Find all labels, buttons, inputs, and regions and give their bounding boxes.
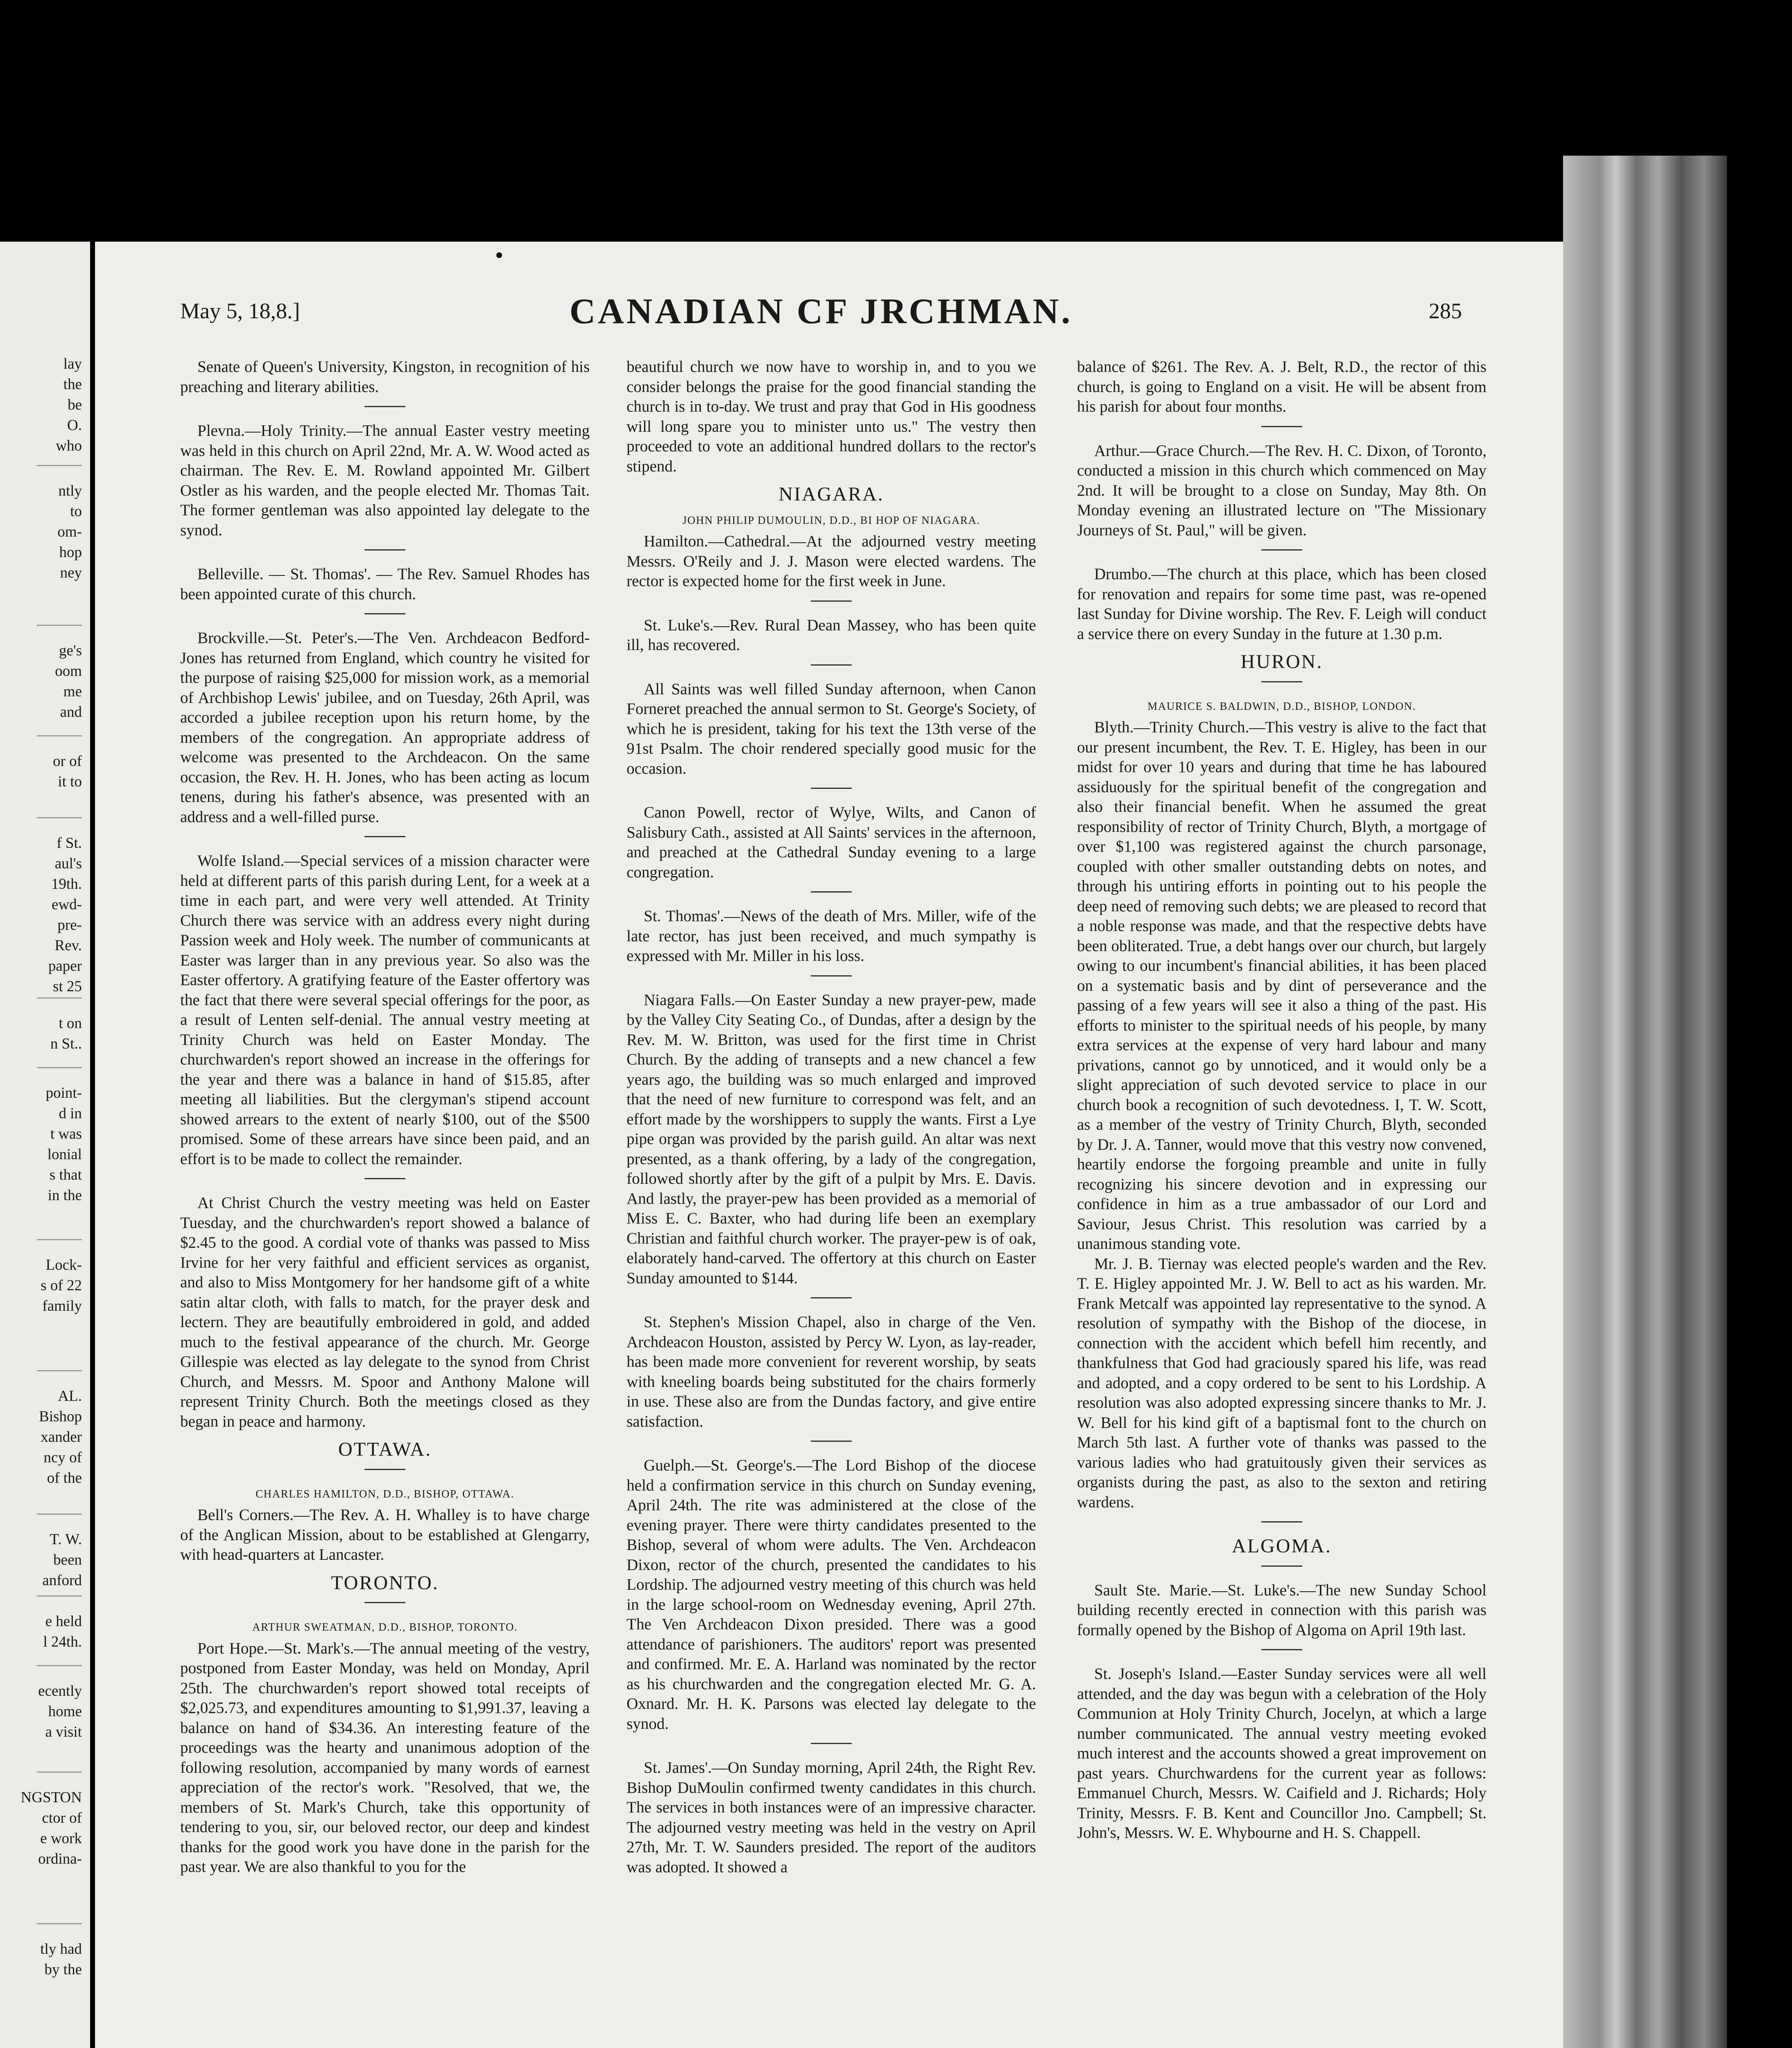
facing-page-fragment: l 24th. xyxy=(43,1633,82,1650)
facing-page-fragment: e work xyxy=(40,1830,82,1847)
facing-page-rule xyxy=(37,1370,82,1371)
separator-rule xyxy=(364,1602,405,1603)
facing-page-rule xyxy=(37,1772,82,1773)
separator-rule xyxy=(364,1178,405,1179)
issue-date: May 5, 18,8.] xyxy=(180,299,300,323)
article-paragraph: Blyth.—Trinity Church.—This vestry is alive to the fact that our present incumbent, the Rev. T. E. Higley, has been in our midst for over 10 years and during that time he has laboured assiduously for the spiritual benefit of the congregation and also their financial benefit. When he assumed the great responsibility of rector of Trinity Church, Blyth, a mortgage of over $1,100 was registered against the church parsonage, coupled with other smaller outstanding debts on notes, and through his untiring efforts in pointing out to his people the deep need of removing such debts; we are pleased to record that a noble response was made, and that the respective debts have been obliterated. True, a debt hangs over our church, but largely owing to our incumbent's financial abilities, it has been placed on a systematic basis and by dint of perseverance and the passing of a few years will see it also a thing of the past. His efforts to minister to the spiritual needs of his people, by many extra services at the expense of very hard labour and many privations, cannot go by unnoticed, and it would only be a slight appreciation of such devoted service to place in our church book a recognition of such devotedness. I, T. W. Scott, as a member of the vestry of Trinity Church, Blyth, seconded by Dr. J. A. Tanner, would move that this vestry now convened, heartily endorse the forgoing preamble and unite in fully recognizing his sincere devotion and in expressing our confidence in him as a true ambassador of our Lord and Saviour, Jesus Christ. This resolution was carried by a unanimous standing vote. xyxy=(1077,718,1487,1253)
book-spine xyxy=(1563,156,1727,2048)
separator-rule xyxy=(364,836,405,837)
facing-page-fragment: T. W. xyxy=(50,1531,82,1548)
facing-page-rule xyxy=(37,1595,82,1597)
column-3 xyxy=(1077,357,1487,2048)
facing-page-fragment: or of xyxy=(53,753,82,770)
bishop-byline: MAURICE S. BALDWIN, D.D., BISHOP, LONDON. xyxy=(1147,700,1416,712)
article-paragraph: Port Hope.—St. Mark's.—The annual meeting of the vestry, postponed from Easter Monday, was held on Monday, April 25th. The churchwarden's report showed total receipts of $2,025.73, and expenditures amounting to $1,991.37, leaving a balance on hand of $34.36. An interesting feature of the proceedings was the hearty and unanimous adoption of the following resolution, accompanied by many words of earnest appreciation of the rector's work. "Resolved, that we, the members of St. Mark's Church, take this opportunity of tendering to you, sir, our beloved rector, our deep and kindest thanks for the good work you have done in the parish for the past year. We are also thankful to you for the xyxy=(180,1639,590,1876)
facing-page-rule xyxy=(37,625,82,626)
separator-rule xyxy=(364,549,405,551)
page-number: 285 xyxy=(1429,299,1462,323)
facing-page-fragment: NGSTON xyxy=(20,1789,82,1806)
column-1 xyxy=(180,357,590,2048)
facing-page-fragment: ntly xyxy=(58,483,82,499)
facing-page-fragment: ney xyxy=(60,564,82,581)
article-paragraph: Drumbo.—The church at this place, which has been closed for renovation and repairs for some time past, was re-opened last Sunday for Divine worship. The Rev. F. Leigh will conduct a service there on every Sunday in the future at 1.30 p.m. xyxy=(1077,565,1487,643)
facing-page-rule xyxy=(37,817,82,818)
facing-page-fragment: ordina- xyxy=(38,1851,82,1867)
facing-page-fragment: ewd- xyxy=(52,896,82,913)
article-paragraph: Senate of Queen's University, Kingston, in recognition of his preaching and literary abilities. xyxy=(180,358,590,396)
facing-page-fragment: be xyxy=(68,396,82,413)
facing-page-fragment: ecently xyxy=(38,1683,82,1699)
facing-page-rule xyxy=(37,1067,82,1068)
facing-page-rule xyxy=(37,465,82,466)
separator-rule xyxy=(811,1297,852,1298)
article-paragraph: Wolfe Island.—Special services of a mission character were held at different parts of this parish during Lent, for a week at a time in each part, and were very well attended. At Trinity Church there was service with an address every night during Passion week and Holy week. The number of communicants at Easter was larger than in any previous year. So also was the Easter offertory. A gratifying feature of the Easter offertory was the fact that there were several special offerings for the poor, as a result of Lenten self-denial. The annual vestry meeting at Trinity Church was held on Easter Monday. The churchwarden's report showed an increase in the offerings for the year and there was a balance in hand of $15.85, after meeting all liabilities. But the clergyman's stipend account showed arrears to the extent of nearly $100, out of the $500 promised. Some of these arrears have since been paid, and an effort is to be made to collect the remainder. xyxy=(180,852,590,1168)
separator-rule xyxy=(811,1441,852,1442)
facing-page-fragment: pre- xyxy=(57,917,82,933)
separator-rule xyxy=(1261,1565,1302,1567)
facing-page-edge xyxy=(0,242,90,2048)
separator-rule xyxy=(811,664,852,666)
facing-page-fragment: hop xyxy=(59,544,82,561)
article-paragraph: Guelph.—St. George's.—The Lord Bishop of the diocese held a confirmation service in this church on Sunday evening, April 24th. The rite was administered at the close of the evening prayer. There were thirty candidates presented to the Bishop, several of whom were adults. The Ven. Archdeacon Dixon, rector of the church, presented the candidates to his Lordship. The adjourned vestry meeting of this church was held in the large school-room on Wednesday evening, April 27th. The Ven Archdeacon Dixon presided. There was a good attendance of parishioners. The auditors' report was presented and confirmed. Mr. E. A. Harland was nominated by the rector as his churchwarden and the congregation elected Mr. G. A. Oxnard. Mr. H. K. Parsons was elected lay delegate to the synod. xyxy=(627,1457,1036,1733)
article-paragraph: Arthur.—Grace Church.—The Rev. H. C. Dixon, of Toronto, conducted a mission in this church which commenced on May 2nd. It will be brought to a close on Sunday, May 8th. On Monday evening an illustrated lecture on "The Missionary Journeys of St. Paul," will be given. xyxy=(1077,442,1487,539)
facing-page-fragment: d in xyxy=(59,1105,82,1122)
separator-rule xyxy=(811,788,852,789)
facing-page-fragment: n St.. xyxy=(50,1035,82,1052)
bishop-byline: ARTHUR SWEATMAN, D.D., BISHOP, TORONTO. xyxy=(252,1621,518,1633)
column-2 xyxy=(627,357,1036,2048)
section-heading: OTTAWA. xyxy=(338,1439,432,1460)
facing-page-fragment: tly had xyxy=(40,1941,82,1957)
article-paragraph: Hamilton.—Cathedral.—At the adjourned vestry meeting Messrs. O'Reily and J. J. Mason were elected wardens. The rector is expected home for the first week in June. xyxy=(627,532,1036,590)
facing-page-fragment: om- xyxy=(57,523,82,540)
facing-page-fragment: in the xyxy=(48,1187,82,1204)
facing-page-fragment: lay xyxy=(63,356,82,372)
facing-page-fragment: t on xyxy=(59,1015,82,1032)
facing-page-fragment: to xyxy=(70,503,82,520)
article-paragraph: St. Joseph's Island.—Easter Sunday services were all well attended, and the day was begun with a celebration of the Holy Communion at Holy Trinity Church, Jocelyn, at which a large number communicated. The annual vestry meeting evoked much interest and the accounts showed a great improvement on past years. Churchwardens for the current year as follows: Emmanuel Church, Messrs. W. Caifield and J. Richards; Holy Trinity, Messrs. F. B. Kent and Councillor Jno. Campbell; St. John's, Messrs. W. E. Whybourne and H. S. Chappell. xyxy=(1077,1665,1487,1842)
facing-page-fragment: xander xyxy=(41,1429,82,1445)
facing-page-fragment: and xyxy=(60,704,82,720)
facing-page-rule xyxy=(37,1923,82,1924)
facing-page-rule xyxy=(37,1513,82,1515)
facing-page-fragment: point- xyxy=(45,1085,82,1101)
bishop-byline: CHARLES HAMILTON, D.D., BISHOP, OTTAWA. xyxy=(256,1487,514,1500)
separator-rule xyxy=(1261,426,1302,427)
facing-page-fragment: been xyxy=(53,1552,82,1568)
facing-page-fragment: family xyxy=(42,1298,82,1314)
separator-rule xyxy=(1261,549,1302,551)
article-paragraph: Brockville.—St. Peter's.—The Ven. Archdeacon Bedford-Jones has returned from England, which country he visited for the purpose of raising $25,000 for mission work, as a memorial of Archbishop Lewis' jubilee, and on Tuesday, 26th April, was accorded a jubilee reception upon his return home, by the members of the congregation. An appropriate address of welcome was presented to the Archdeacon. On the same occasion, the Rev. H. H. Jones, who has been acting as locum tenens, during his father's absence, was presented with an address and a well-filled purse. xyxy=(180,629,590,826)
article-paragraph: Niagara Falls.—On Easter Sunday a new prayer-pew, made by the Valley City Seating Co., of Dundas, after a design by the Rev. M. W. Britton, was used for the first time in Christ Church. By the adding of transepts and a new chancel a few years ago, the building was so much enlarged and improved that the need of new furniture to correspond was felt, and an effort made by the worshippers to supply the wants. First a Lye pipe organ was provided by the parish guild. An altar was next presented, as a thank offering, by a lady of the congregation, followed shortly after by the gift of a pulpit by Mrs. E. Davis. And lastly, the prayer-pew has been provided as a memorial of Miss E. C. Baxter, who had during life been an exemplary Christian and faithful church worker. The prayer-pew is of oak, elaborately hand-carved. The offertory at this church on Easter Sunday amounted to $144. xyxy=(627,991,1036,1287)
facing-page-fragment: ge's xyxy=(59,642,82,659)
facing-page-fragment: of the xyxy=(47,1470,82,1486)
facing-page-fragment: O. xyxy=(67,417,82,434)
facing-page-fragment: who xyxy=(56,437,82,454)
article-paragraph: St. James'.—On Sunday morning, April 24th, the Right Rev. Bishop DuMoulin confirmed twenty candidates in this church. The services in both instances were of an impressive character. The adjourned vestry meeting was held in the vestry on April 27th, Mr. T. W. Saunders presided. The report of the auditors was adopted. It showed a xyxy=(627,1759,1036,1876)
article-paragraph: St. Stephen's Mission Chapel, also in charge of the Ven. Archdeacon Houston, assisted by Percy W. Lyon, as lay-reader, has been made more convenient for reverent worship, by seats with kneeling boards being substituted for the chairs formerly in use. These also are from the Dundas factory, and give entire satisfaction. xyxy=(627,1313,1036,1430)
separator-rule xyxy=(811,975,852,976)
separator-rule xyxy=(364,613,405,614)
section-heading: ALGOMA. xyxy=(1232,1535,1332,1557)
separator-rule xyxy=(811,600,852,602)
facing-page-fragment: t was xyxy=(50,1126,82,1142)
facing-page-fragment: s that xyxy=(49,1167,82,1183)
facing-page-fragment: Rev. xyxy=(54,937,82,954)
article-paragraph: Canon Powell, rector of Wylye, Wilts, and Canon of Salisbury Cath., assisted at All Saints' services in the afternoon, and preached at the Cathedral Sunday evening to a large congregation. xyxy=(627,804,1036,881)
facing-page-fragment: st 25 xyxy=(53,978,82,995)
facing-page-rule xyxy=(37,735,82,736)
facing-page-fragment: me xyxy=(63,683,82,700)
section-heading: NIAGARA. xyxy=(778,483,884,505)
facing-page-fragment: a visit xyxy=(45,1724,82,1740)
facing-page-fragment: Lock- xyxy=(45,1257,82,1273)
separator-rule xyxy=(811,1743,852,1744)
separator-rule xyxy=(364,1469,405,1470)
article-paragraph: Mr. J. B. Tiernay was elected people's warden and the Rev. T. E. Higley appointed Mr. J. W. Bell to act as his warden. Mr. Frank Metcalf was appointed lay representative to the synod. A resolution of sympathy with the Bishop of the diocese, in connection with the accident which befell him recently, and thankfulness that God had graciously spared his life, was read and adopted, and a copy ordered to be sent to his Lordship. A resolution was also adopted expressing sincere thanks to Mr. J. W. Bell for his kind gift of a baptismal font to the church on March 5th last. A further vote of thanks was passed to the various ladies who had gratuitously given their services as organists during the past, as also to the sexton and retiring wardens. xyxy=(1077,1255,1487,1511)
facing-page-rule xyxy=(37,1239,82,1240)
facing-page-fragment: by the xyxy=(44,1961,82,1978)
facing-page-fragment: paper xyxy=(48,958,82,974)
separator-rule xyxy=(1261,681,1302,682)
facing-page-fragment: it to xyxy=(58,773,82,790)
article-paragraph: All Saints was well filled Sunday afternoon, when Canon Forneret preached the annual sermon to St. George's Society, of which he is president, taking for his text the 13th verse of the 91st Psalm. The choir rendered specially good music for the occasion. xyxy=(627,680,1036,777)
facing-page-fragment: lonial xyxy=(47,1146,82,1163)
article-paragraph: St. Luke's.—Rev. Rural Dean Massey, who has been quite ill, has recovered. xyxy=(627,616,1036,654)
article-paragraph: beautiful church we now have to worship in, and to you we consider belongs the praise for the good financial standing the church is in to-day. We trust and pray that God in His goodness will long spare you to minister unto us." The vestry then proceeded to vote an additional hundred dollars to the rector's stipend. xyxy=(627,358,1036,475)
facing-page-fragment: oom xyxy=(55,663,82,680)
facing-page-fragment: aul's xyxy=(54,855,82,872)
page-header xyxy=(180,291,1462,331)
masthead: CANADIAN CF JRCHMAN. xyxy=(569,292,1073,331)
facing-page-fragment: e held xyxy=(45,1613,82,1630)
facing-page-fragment: anford xyxy=(42,1572,82,1589)
facing-page-rule xyxy=(37,997,82,999)
facing-page-rule xyxy=(37,1665,82,1666)
section-heading: TORONTO. xyxy=(331,1572,439,1594)
facing-page-fragment: 19th. xyxy=(51,876,82,893)
facing-page-fragment: f St. xyxy=(57,835,82,852)
facing-page-fragment: the xyxy=(63,376,82,393)
facing-page-fragment: AL. xyxy=(58,1388,82,1405)
separator-rule xyxy=(364,406,405,407)
article-paragraph: At Christ Church the vestry meeting was held on Easter Tuesday, and the churchwarden's report showed a balance of $2.45 to the good. A cordial vote of thanks was passed to Miss Irvine for her very faithful and efficient services as organist, and also to Miss Montgomery for her handsome gift of a white satin altar cloth, with falls to match, for the prayer desk and lectern. They are beautifully embroidered in gold, and added much to the festival appearance of the church. Mr. George Gillespie was elected as lay delegate to the synod from Christ Church, and Messrs. M. Spoor and Anthony Malone will represent Trinity Church. Both the meetings closed as they began in peace and harmony. xyxy=(180,1194,590,1430)
facing-page-fragment: Bishop xyxy=(39,1408,82,1425)
article-paragraph: Belleville. — St. Thomas'. — The Rev. Samuel Rhodes has been appointed curate of this church. xyxy=(180,565,590,603)
separator-rule xyxy=(1261,1521,1302,1522)
facing-page-fragment: ctor of xyxy=(42,1810,82,1826)
bishop-byline: JOHN PHILIP DUMOULIN, D.D., BI HOP OF NIAGARA. xyxy=(682,514,980,526)
separator-rule xyxy=(1261,1649,1302,1650)
article-paragraph: balance of $261. The Rev. A. J. Belt, R.D., the rector of this church, is going to England on a visit. He will be absent from his parish for about four months. xyxy=(1077,358,1487,415)
article-paragraph: Bell's Corners.—The Rev. A. H. Whalley is to have charge of the Anglican Mission, about to be established at Glengarry, with head-quarters at Lancaster. xyxy=(180,1506,590,1563)
facing-page-fragment: ncy of xyxy=(43,1449,82,1466)
article-paragraph: Sault Ste. Marie.—St. Luke's.—The new Sunday School building recently erected in connection with this parish was formally opened by the Bishop of Algoma on April 19th last. xyxy=(1077,1581,1487,1639)
facing-page-fragment: home xyxy=(48,1703,82,1720)
section-heading: HURON. xyxy=(1240,651,1323,673)
ink-dot xyxy=(496,252,502,258)
separator-rule xyxy=(811,891,852,893)
article-paragraph: St. Thomas'.—News of the death of Mrs. Miller, wife of the late rector, has just been received, and much sympathy is expressed with Mr. Miller in his loss. xyxy=(627,907,1036,965)
article-paragraph: Plevna.—Holy Trinity.—The annual Easter vestry meeting was held in this church on April 22nd, Mr. A. W. Wood acted as chairman. The Rev. E. M. Rowland appointed Mr. Gilbert Ostler as his warden, and the people elected Mr. Thomas Tait. The former gentleman was also appointed lay delegate to the synod. xyxy=(180,422,590,539)
facing-page-fragment: s of 22 xyxy=(41,1277,82,1294)
